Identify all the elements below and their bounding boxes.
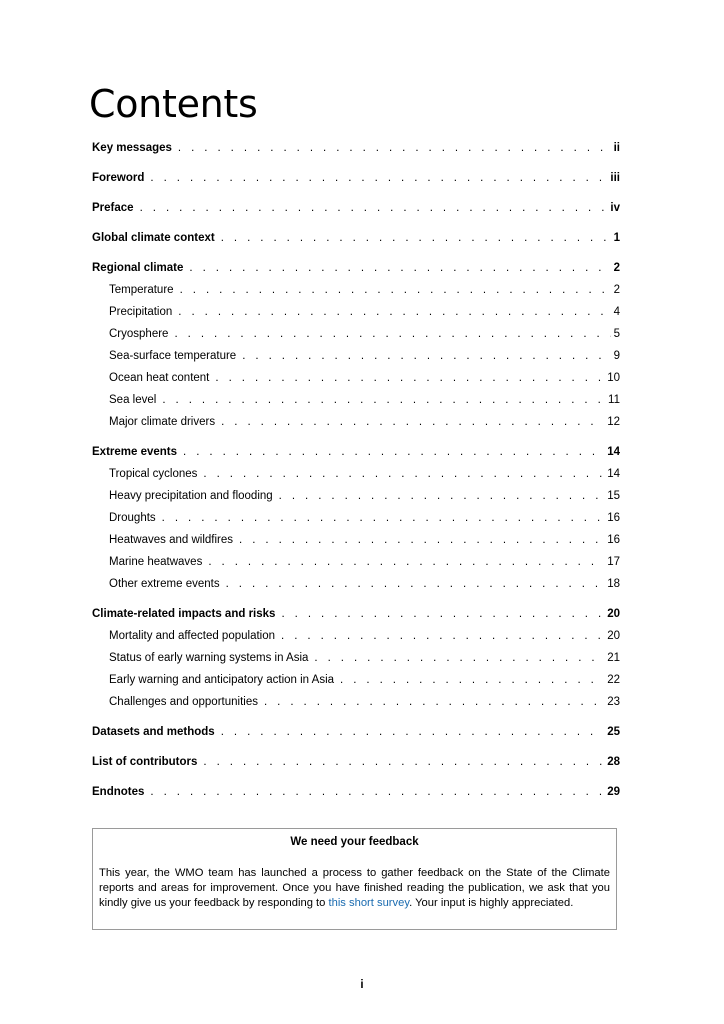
toc-entry-page-number: 16 [607, 534, 620, 546]
toc-entry-page-number: 5 [613, 328, 620, 340]
dot-leader [264, 691, 604, 713]
toc-entry-page-number: 16 [607, 512, 620, 524]
toc-subsection-entry[interactable] [92, 411, 620, 433]
toc-entry-page-number: 28 [607, 756, 620, 768]
toc-entry-label: Temperature [109, 284, 174, 296]
toc-entry-label: Other extreme events [109, 578, 220, 590]
dot-leader [203, 463, 604, 485]
toc-entry-label: Cryosphere [109, 328, 169, 340]
toc-entry-label: Sea level [109, 394, 157, 406]
toc-entry-label: Sea-surface temperature [109, 350, 237, 362]
dot-leader [215, 367, 604, 389]
toc-entry-label: Key messages [92, 142, 172, 154]
feedback-text-start: This year, the WMO team has launched a process to gather feedback on the State of the Climate reports and areas for improvement. Once you have finished reading the publication, we ask that you kindly give us your feedback by responding to [99, 867, 610, 909]
toc-section-entry[interactable] [92, 603, 620, 625]
toc-entry-page-number: 9 [613, 350, 620, 362]
toc-subsection-entry[interactable] [92, 485, 620, 507]
toc-entry-label: Marine heatwaves [109, 556, 203, 568]
dot-leader [221, 411, 604, 433]
feedback-text-end: . Your input is highly appreciated. [409, 897, 574, 909]
toc-entry-page-number: iv [610, 202, 620, 214]
toc-entry-page-number: iii [610, 172, 620, 184]
toc-entry-label: Climate-related impacts and risks [92, 608, 276, 620]
toc-entry-page-number: 29 [607, 786, 620, 798]
toc-section-entry[interactable] [92, 137, 620, 159]
dot-leader [281, 603, 604, 625]
toc-entry-page-number: 17 [607, 556, 620, 568]
toc-entry-label: Precipitation [109, 306, 173, 318]
toc-entry-page-number: 20 [607, 608, 620, 620]
toc-section-entry[interactable] [92, 227, 620, 249]
toc-entry-page-number: 10 [607, 372, 620, 384]
toc-section-entry[interactable] [92, 257, 620, 279]
dot-leader [140, 197, 608, 219]
toc-entry-label: Datasets and methods [92, 726, 215, 738]
toc-entry-page-number: 14 [607, 446, 620, 458]
dot-leader [226, 573, 605, 595]
toc-entry-label: Major climate drivers [109, 416, 216, 428]
toc-subsection-entry[interactable] [92, 279, 620, 301]
toc-section-entry[interactable] [92, 167, 620, 189]
toc-subsection-entry[interactable] [92, 463, 620, 485]
dot-leader [180, 279, 611, 301]
toc-entry-label: Tropical cyclones [109, 468, 198, 480]
toc-subsection-entry[interactable] [92, 669, 620, 691]
survey-link[interactable]: this short survey [328, 897, 410, 909]
toc-entry-label: Status of early warning systems in Asia [109, 652, 309, 664]
dot-leader [150, 781, 604, 803]
toc-entry-page-number: 1 [613, 232, 620, 244]
toc-entry-label: Extreme events [92, 446, 178, 458]
toc-entry-page-number: 4 [613, 306, 620, 318]
toc-entry-page-number: 18 [607, 578, 620, 590]
dot-leader [178, 137, 611, 159]
toc-entry-page-number: 21 [607, 652, 620, 664]
toc-section-entry[interactable] [92, 751, 620, 773]
toc-subsection-entry[interactable] [92, 507, 620, 529]
toc-subsection-entry[interactable] [92, 625, 620, 647]
toc-subsection-entry[interactable] [92, 647, 620, 669]
toc-entry-page-number: 14 [607, 468, 620, 480]
toc-entry-page-number: 20 [607, 630, 620, 642]
toc-entry-label: Regional climate [92, 262, 184, 274]
toc-entry-page-number: 22 [607, 674, 620, 686]
dot-leader [314, 647, 604, 669]
toc-subsection-entry[interactable] [92, 323, 620, 345]
table-of-contents [92, 137, 620, 803]
dot-leader [178, 301, 610, 323]
toc-entry-page-number: 23 [607, 696, 620, 708]
feedback-title: We need your feedback [290, 836, 419, 848]
page-title: Contents [89, 82, 258, 126]
toc-section-entry[interactable] [92, 781, 620, 803]
toc-entry-label: Droughts [109, 512, 156, 524]
dot-leader [242, 345, 610, 367]
toc-entry-page-number: 11 [608, 394, 620, 406]
toc-entry-label: Global climate context [92, 232, 215, 244]
dot-leader [203, 751, 604, 773]
toc-entry-label: Ocean heat content [109, 372, 210, 384]
toc-entry-label: Preface [92, 202, 134, 214]
toc-subsection-entry[interactable] [92, 529, 620, 551]
toc-entry-label: Heavy precipitation and flooding [109, 490, 273, 502]
toc-entry-page-number: 12 [607, 416, 620, 428]
toc-entry-label: Endnotes [92, 786, 145, 798]
dot-leader [239, 529, 604, 551]
toc-subsection-entry[interactable] [92, 367, 620, 389]
dot-leader [174, 323, 610, 345]
toc-section-entry[interactable] [92, 197, 620, 219]
dot-leader [281, 625, 604, 647]
toc-entry-label: List of contributors [92, 756, 198, 768]
toc-subsection-entry[interactable] [92, 573, 620, 595]
dot-leader [340, 669, 604, 691]
toc-section-entry[interactable] [92, 441, 620, 463]
toc-section-entry[interactable] [92, 721, 620, 743]
feedback-text [99, 866, 610, 911]
toc-entry-page-number: 2 [613, 262, 620, 274]
dot-leader [221, 227, 611, 249]
toc-entry-label: Challenges and opportunities [109, 696, 258, 708]
toc-entry-label: Early warning and anticipatory action in Asia [109, 674, 335, 686]
toc-entry-page-number: 25 [607, 726, 620, 738]
toc-entry-label: Heatwaves and wildfires [109, 534, 234, 546]
toc-subsection-entry[interactable] [92, 345, 620, 367]
toc-entry-page-number: 15 [607, 490, 620, 502]
toc-entry-label: Mortality and affected population [109, 630, 276, 642]
page-number: i [360, 979, 364, 991]
toc-subsection-entry[interactable] [92, 301, 620, 323]
dot-leader [150, 167, 607, 189]
dot-leader [221, 721, 605, 743]
toc-entry-label: Foreword [92, 172, 145, 184]
dot-leader [189, 257, 610, 279]
toc-subsection-entry[interactable] [92, 551, 620, 573]
dot-leader [183, 441, 604, 463]
feedback-box [92, 828, 617, 930]
toc-entry-page-number: ii [613, 142, 620, 154]
toc-entry-page-number: 2 [613, 284, 620, 296]
toc-subsection-entry[interactable] [92, 389, 620, 411]
toc-subsection-entry[interactable] [92, 691, 620, 713]
dot-leader [162, 389, 605, 411]
dot-leader [279, 485, 605, 507]
dot-leader [208, 551, 604, 573]
dot-leader [162, 507, 605, 529]
